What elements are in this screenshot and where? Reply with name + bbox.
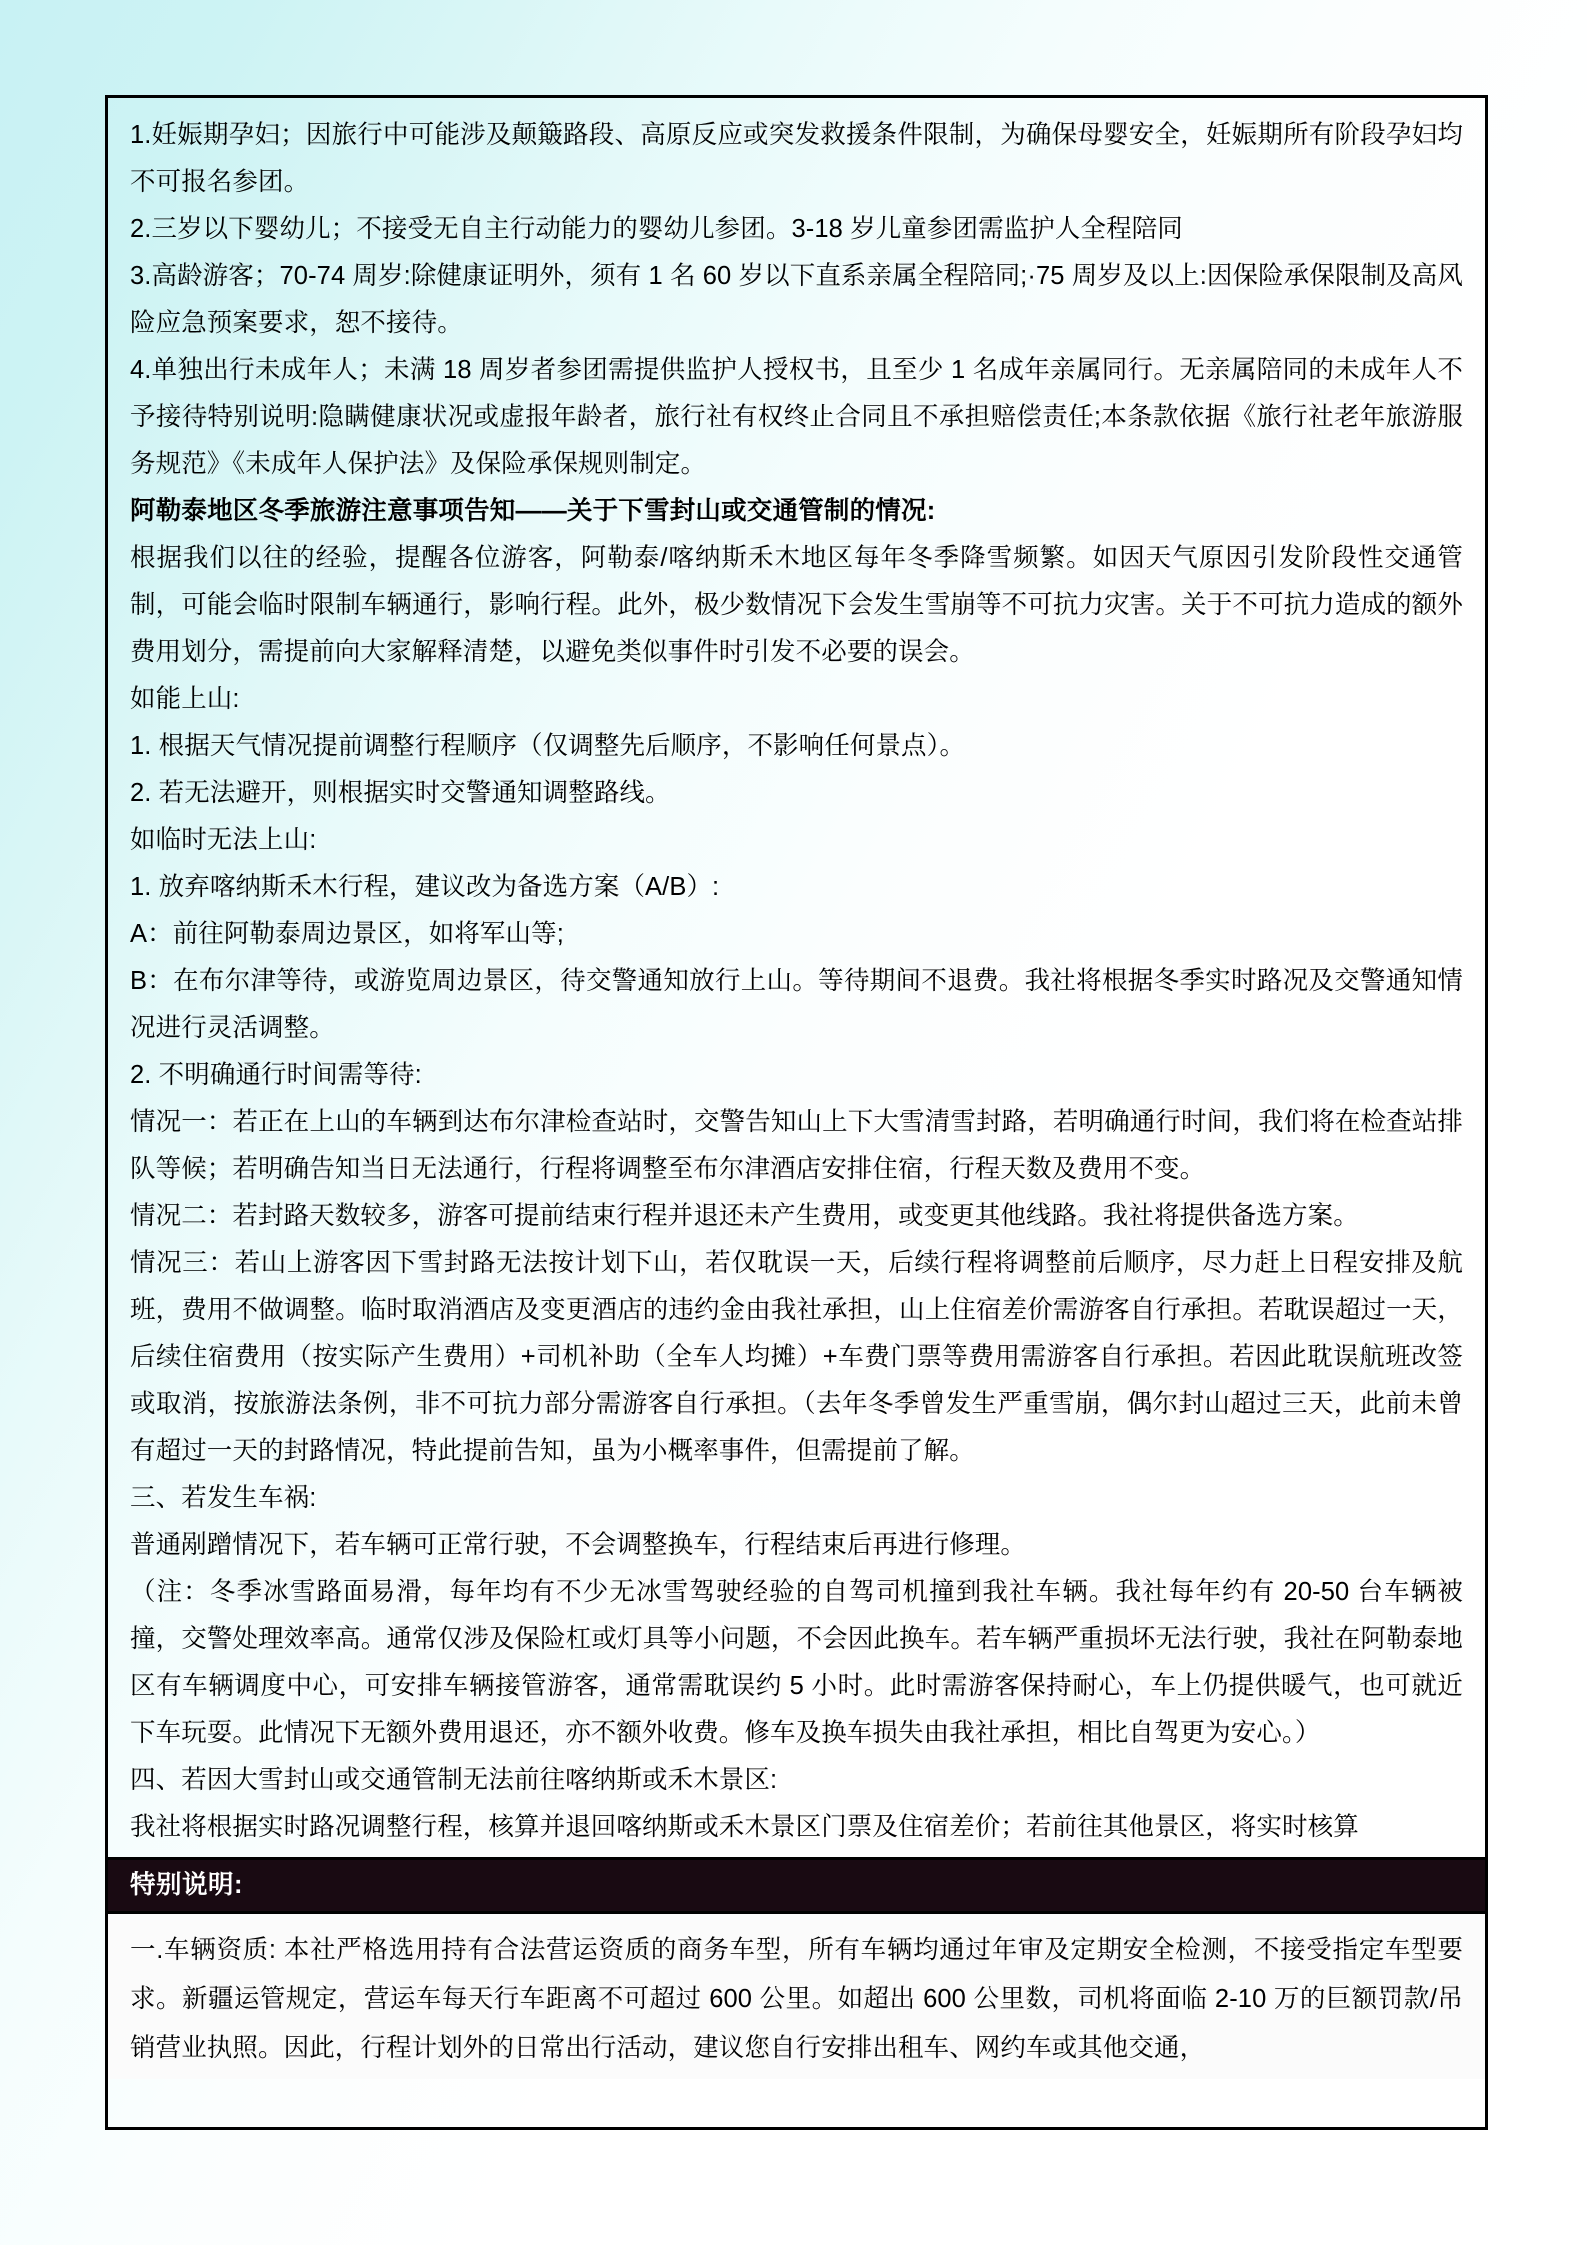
if-can-ascend-item-2: 2. 若无法避开，则根据实时交警通知调整路线。 <box>130 779 671 807</box>
if-can-ascend-item-1: 1. 根据天气情况提前调整行程顺序（仅调整先后顺序，不影响任何景点）。 <box>130 732 966 760</box>
accident-section-paragraph-1: 普通剐蹭情况下，若车辆可正常行驶，不会调整换车，行程结束后再进行修理。 <box>130 1531 1027 1559</box>
restriction-item-4: 4.单独出行未成年人；未满 18 周岁者参团需提供监护人授权书，且至少 1 名成年亲属同行。无亲属陪同的未成年人不予接待特别说明:隐瞒健康状况或虚报年龄者，旅行社有权终止合同且不承担赔偿责任;本条款依据《旅行社老年旅游服务规范》《未成年人保护法》及保险承保规则制定。 <box>130 356 1463 478</box>
if-cannot-ascend-item-1: 1. 放弃喀纳斯禾木行程，建议改为备选方案（A/B）: <box>130 873 720 901</box>
restriction-item-2: 2.三岁以下婴幼儿；不接受无自主行动能力的婴幼儿参团。3-18 岁儿童参团需监护人全程陪同 <box>130 215 1183 243</box>
case-one: 情况一：若正在上山的车辆到达布尔津检查站时，交警告知山上下大雪清雪封路，若明确通行时间，我们将在检查站排队等候；若明确告知当日无法通行，行程将调整至布尔津酒店安排住宿，行程天数及费用不变。 <box>130 1108 1463 1183</box>
accident-section-paragraph-2: （注：冬季冰雪路面易滑，每年均有不少无冰雪驾驶经验的自驾司机撞到我社车辆。我社每年约有 20-50 台车辆被撞，交警处理效率高。通常仅涉及保险杠或灯具等小问题，不会因此换车。若车辆严重损坏无法行驶，我社在阿勒泰地区有车辆调度中心，可安排车辆接管游客，通常需耽误约 5 小时。此时需游客保持耐心，车上仍提供暖气，也可就近下车玩耍。此情况下无额外费用退还，亦不额外收费。修车及换车损失由我社承担，相比自驾更为安心。） <box>130 1578 1463 1747</box>
if-cannot-ascend-label: 如临时无法上山: <box>130 826 317 854</box>
closure-section-paragraph: 我社将根据实时路况调整行程，核算并退回喀纳斯或禾木景区门票及住宿差价；若前往其他景区，将实时核算 <box>130 1813 1359 1841</box>
closure-section-heading: 四、若因大雪封山或交通管制无法前往喀纳斯或禾木景区: <box>130 1766 778 1794</box>
if-can-ascend-label: 如能上山: <box>130 685 240 713</box>
vehicle-qualification-paragraph: 一.车辆资质: 本社严格选用持有合法营运资质的商务车型，所有车辆均通过年审及定期安全检测，不接受指定车型要求。新疆运管规定，营运车每天行车距离不可超过 600 公里。如超出 600 公里数，司机将面临 2-10 万的巨额罚款/吊销营业执照。因此，行程计划外的日常出行活动，建议您自行安排出租车、网约车或其他交通， <box>130 1936 1463 2062</box>
winter-notice-intro: 根据我们以往的经验，提醒各位游客，阿勒泰/喀纳斯禾木地区每年冬季降雪频繁。如因天气原因引发阶段性交通管制，可能会临时限制车辆通行，影响行程。此外，极少数情况下会发生雪崩等不可抗力灾害。关于不可抗力造成的额外费用划分，需提前向大家解释清楚，以避免类似事件时引发不必要的误会。 <box>130 544 1463 666</box>
if-cannot-ascend-item-2: 2. 不明确通行时间需等待: <box>130 1061 422 1089</box>
special-notice-banner <box>108 1857 1485 1914</box>
case-three: 情况三：若山上游客因下雪封路无法按计划下山，若仅耽误一天，后续行程将调整前后顺序，尽力赶上日程安排及航班，费用不做调整。临时取消酒店及变更酒店的违约金由我社承担，山上住宿差价需游客自行承担。若耽误超过一天，后续住宿费用（按实际产生费用）+司机补助（全车人均摊）+车费门票等费用需游客自行承担。若因此耽误航班改签或取消，按旅游法条例，非不可抗力部分需游客自行承担。（去年冬季曾发生严重雪崩，偶尔封山超过三天，此前未曾有超过一天的封路情况，特此提前告知，虽为小概率事件，但需提前了解。 <box>130 1249 1463 1465</box>
restriction-item-3: 3.高龄游客；70-74 周岁:除健康证明外，须有 1 名 60 岁以下直系亲属全程陪同;·75 周岁及以上:因保险承保限制及高风险应急预案要求，恕不接待。 <box>130 262 1463 337</box>
notice-body-section <box>108 98 1485 1851</box>
accident-section-heading: 三、若发生车祸: <box>130 1484 317 1512</box>
winter-notice-heading: 阿勒泰地区冬季旅游注意事项告知——关于下雪封山或交通管制的情况: <box>130 497 936 525</box>
case-two: 情况二：若封路天数较多，游客可提前结束行程并退还未产生费用，或变更其他线路。我社将提供备选方案。 <box>130 1202 1359 1230</box>
vehicle-qualification-section <box>108 1914 1485 2079</box>
if-cannot-ascend-option-b: B：在布尔津等待，或游览周边景区，待交警通知放行上山。等待期间不退费。我社将根据冬季实时路况及交警通知情况进行灵活调整。 <box>130 967 1463 1042</box>
special-notice-banner-label: 特别说明: <box>130 1870 243 1899</box>
document-content-box <box>105 95 1488 2130</box>
restriction-item-1: 1.妊娠期孕妇；因旅行中可能涉及颠簸路段、高原反应或突发救援条件限制，为确保母婴安全，妊娠期所有阶段孕妇均不可报名参团。 <box>130 121 1463 196</box>
if-cannot-ascend-option-a: A：前往阿勒泰周边景区，如将军山等; <box>130 920 564 948</box>
